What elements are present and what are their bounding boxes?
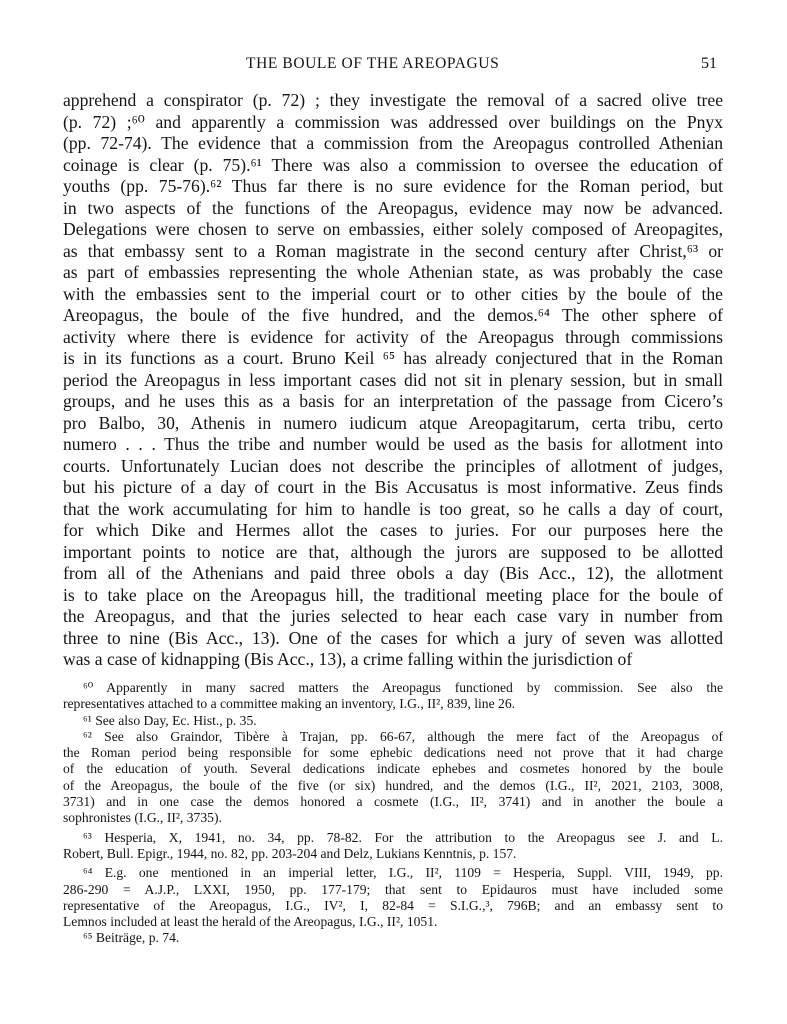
body-line: Delegations were chosen to serve on embassies, either solely composed of Areopagites, <box>63 219 723 239</box>
body-line: period the Areopagus in less important cases did not sit in plenary session, but in small <box>63 369 723 390</box>
footnote-line: representatives attached to a committee making an inventory, I.G., II², 839, line 26. <box>63 696 516 712</box>
body-line: important points to notice are that, although the jurors are supposed to be allotted <box>63 541 723 562</box>
body-line: numero . . . Thus the tribe and number would be used as the basis for allotment into <box>63 434 723 454</box>
footnote-line: of the Areopagus, the boule of the five (or six) hundred, and the demos (I.G., II², 2021, 2103, 3008, <box>63 777 723 793</box>
footnote-line: 286-290 = A.J.P., LXXI, 1950, pp. 177-179; that sent to Epidauros must have included some <box>63 881 723 897</box>
footnote-61: ⁶¹ See also Day, Ec. Hist., p. 35. <box>83 712 257 728</box>
footnote-65: ⁶⁵ Beiträge, p. 74. <box>83 930 180 946</box>
body-line: Areopagus, the boule of the five hundred, and the demos.⁶⁴ The other sphere of <box>63 305 723 325</box>
body-line: youths (pp. 75-76).⁶² Thus far there is no sure evidence for the Roman period, but <box>63 176 723 196</box>
footnote-line: representative of the Areopagus, I.G., IV², I, 82-84 = S.I.G.,³, 796B; and an embassy sent to <box>63 897 723 913</box>
body-text <box>63 90 723 671</box>
body-line: as part of embassies representing the whole Athenian state, as was probably the case <box>63 262 723 282</box>
body-line: for which Dike and Hermes allot the cases to juries. For our purposes here the <box>63 520 723 540</box>
footnote-line: the Roman period being responsible for some ephebic dedications need not prove that it had charge <box>63 745 723 761</box>
footnote-line: sophronistes (I.G., II², 3735). <box>63 810 222 826</box>
body-line: (p. 72) ;⁶⁰ and apparently a commission was addressed over buildings on the Pnyx <box>63 111 723 132</box>
running-header <box>0 55 787 77</box>
body-line: is in its functions as a court. Bruno Keil ⁶⁵ has already conjectured that in the Roman <box>63 348 723 368</box>
footnote-63: ⁶³ Hesperia, X, 1941, no. 34, pp. 78-82. For the attribution to the Areopagus see J. and L. <box>83 829 723 845</box>
body-line: three to nine (Bis Acc., 13). One of the cases for which a jury of seven was allotted <box>63 627 723 648</box>
footnote-60: ⁶⁰ Apparently in many sacred matters the Areopagus functioned by commission. See also the <box>83 680 723 695</box>
body-line: groups, and he uses this as a basis for an interpretation of the passage from Cicero’s <box>63 391 723 411</box>
body-line: the Areopagus, and that the juries selected to hear each case vary in number from <box>63 606 723 626</box>
body-line: pro Balbo, 30, Athenis in numero iudicum atque Areopagitarum, certa tribu, certo <box>63 412 723 433</box>
footnote-line: 3731) and in one case the demos honored a cosmete (I.G., II², 3741) and in another the boule a <box>63 794 723 810</box>
body-line: was a case of kidnapping (Bis Acc., 13), a crime falling within the jurisdiction of <box>63 649 633 669</box>
footnote-line: Robert, Bull. Epigr., 1944, no. 82, pp. 203-204 and Delz, Lukians Kenntnis, p. 157. <box>63 845 517 861</box>
running-title: THE BOULE OF THE AREOPAGUS <box>246 55 500 72</box>
body-line: from all of the Athenians and paid three obols a day (Bis Acc., 12), the allotment <box>63 563 723 583</box>
body-line: courts. Unfortunately Lucian does not describe the principles of allotment of judges, <box>63 455 723 476</box>
body-line: in two aspects of the functions of the Areopagus, evidence may now be advanced. <box>63 197 723 218</box>
footnotes <box>63 680 723 947</box>
body-line: is to take place on the Areopagus hill, the traditional meeting place for the boule of <box>63 584 723 605</box>
body-line: with the embassies sent to the imperial court or to other cities by the boule of the <box>63 283 723 304</box>
page-number: 51 <box>701 55 717 72</box>
body-line: coinage is clear (p. 75).⁶¹ There was also a commission to oversee the education of <box>63 154 723 175</box>
footnote-64: ⁶⁴ E.g. one mentioned in an imperial letter, I.G., II², 1109 = Hesperia, Suppl. VIII, 1949, pp. <box>83 865 723 881</box>
body-line: as that embassy sent to a Roman magistrate in the second century after Christ,⁶³ or <box>63 240 723 261</box>
body-line: but his picture of a day of court in the Bis Accusatus is most informative. Zeus finds <box>63 477 723 497</box>
footnote-62: ⁶² See also Graindor, Tibère à Trajan, pp. 66-67, although the mere fact of the Areopagus of <box>83 728 723 744</box>
body-line: apprehend a conspirator (p. 72) ; they investigate the removal of a sacred olive tree <box>63 90 723 110</box>
footnote-line: Lemnos included at least the herald of the Areopagus, I.G., II², 1051. <box>63 914 438 930</box>
body-line: that the work accumulating for him to handle is too great, so he calls a day of court, <box>63 498 723 519</box>
body-line: activity where there is evidence for activity of the Areopagus through commissions <box>63 326 723 347</box>
body-line: (pp. 72-74). The evidence that a commission from the Areopagus controlled Athenian <box>63 133 723 153</box>
footnote-line: of the education of youth. Several dedications indicate ephebes and cosmetes honored by the boule <box>63 761 723 777</box>
